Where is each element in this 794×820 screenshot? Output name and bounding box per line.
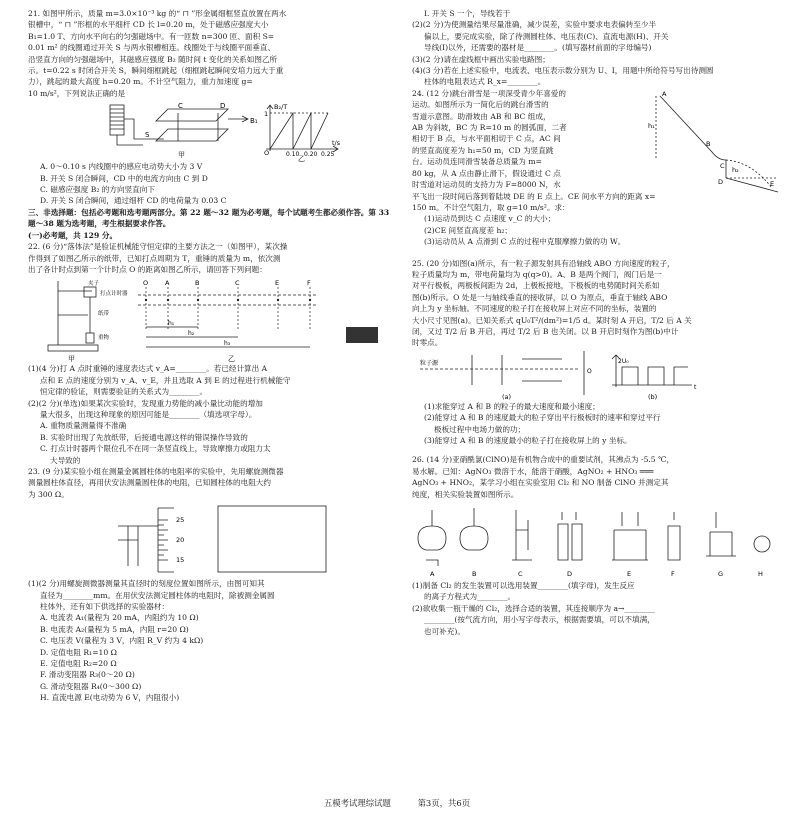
graph-y-one: 1 [264,110,269,119]
q23r-line: 导线(I)以外，还需要的器材是________。(填写器材前面的字母编号) [424,43,652,53]
question-24 [412,88,782,248]
fig-b-label: (b) [648,392,658,401]
label-B: B [472,570,477,579]
q23-item: E. 定值电阻 R₂=20 Ω [40,659,117,669]
q23-item: A. 电流表 A₁(量程为 20 mA，内阻约为 10 Ω) [40,613,199,623]
q22-line: 作得到了如图乙所示的纸带，已知打点周期为 T，重锤的质量为 m，依次测 [28,253,281,263]
q21-option-a: A. 0～0.10 s 内线圈中的感应电动势大小为 3 V [40,162,203,172]
question-25 [412,258,782,447]
graph-y-label: B₂/T [274,103,288,112]
h3-label: h₃ [224,340,231,348]
q21-line: 示。t=0.22 s 时闭合开关 S，瞬间细框跳起（细框跳起瞬间安培力远大于重 [28,66,284,76]
q21-diagram [28,99,398,164]
q26-sub: (2)欲收集一瓶干燥的 Cl₂，选择合适的装置，其连接顺序为 a→________ [412,603,655,613]
q23-sub1-line: 柱体外，还有如下供选择的实验器材： [40,602,170,611]
t-label: t [694,383,697,391]
q23-sub1-line: (1)(2 分)用螺旋测微器测量其直径时的刻度位置如图所示，由图可知其 [28,579,265,589]
particle-apparatus [412,349,782,401]
q26-line: 纯度，相关实验装置如图所示。 [412,489,519,499]
question-23-continued [412,8,782,88]
pt-a: A [165,279,170,288]
q21-line: 21. 如图甲所示，质量 m=3.0×10⁻³ kg 的“ ⊓ ”形金属细框竖直放置在两水 [28,9,287,18]
fig-a-label: (a) [502,392,512,401]
q26-line: AgNO₃ + HNO₂，某学习小组在实验室用 Cl₂ 和 NO 制备 ClNO 并测定其 [412,478,669,488]
h2-label: h₂ [188,330,195,338]
q25-line: 向上为 y 坐标轴。不同速度的粒子打在接收屏上对应不同的坐标，装置的 [412,304,657,314]
q22-sub1-line: 恒定律的验证，则需要验证的关系式为________。 [40,387,208,397]
q24-line: 相切于 B 点，与水平面相切于 C 点，AC 间 [412,134,561,144]
q26-figure [412,500,782,580]
q25-line: 25. (20 分)如图(a)所示，有一粒子源发射具有沿轴线 ABO 方向速度的粒子， [412,258,675,268]
q25-line: 对平行极板，两极板间距为 2d，上极板接地，下极板的电势随时间关系如 [412,281,660,291]
origin-o: O [587,367,592,375]
q25-figure [412,349,782,401]
label-A: A [430,570,435,579]
q24-line: 150 m。不计空气阻力，取 g=10 m/s²。求： [412,202,570,212]
q24-line: 平飞出一段时间后落到着陆坡 DE 的 E 点上。CE 间水平方向的距离 x= [412,191,656,201]
q24-line: 雪道示意图。助滑坡由 AB 和 BC 组成， [412,111,551,121]
u0-label: 2U₀ [618,357,629,365]
q23r-line: (2)(2 分)为使测量结果尽量准确，减少误差，实验中要求电表偏转至少半 [412,20,657,30]
q22-sub2-line: (2)(2 分)(单选)如果某次实验时，发现重力势能的减小量比动能的增加 [28,398,263,408]
q21-line: 银槽中，“ ⊓ ”形框的水平细杆 CD 长 l=0.20 m，处于磁感应强度大小 [28,20,269,30]
q24-sub: (3)运动员从 A 点滑到 C 点的过程中克服摩擦力做的功 W。 [424,237,626,247]
q22-sub1-line: 点和 E 点的速度分别为 v_A、v_E，并且选取 A 到 E 的过程进行机械能守 [40,375,291,385]
q21-line: 0.01 m² 的线圈通过开关 S 与两水银槽相连。线圈处于与线圈平面垂直、 [28,43,276,53]
source-label: 粒子源 [420,359,439,367]
paper-label: 纸带 [98,311,110,318]
q24-line: 台。运动员连同滑雪装备总质量为 m= [412,157,542,167]
q25-line: 图(b)所示。O 处是一与轴线垂直的接收屏，以 O 为原点，垂直于轴线 ABO [412,292,668,302]
q26-line: 26. (14 分)亚硝酰氯(ClNO)是有机物合成中的重要试剂，其沸点为 -5.5 ℃， [412,455,675,465]
q24-sub: (2)CE 间竖直高度差 h₂； [424,225,513,235]
q21-option-b: B. 开关 S 闭合瞬间，CD 中的电流方向由 C 到 D [40,173,208,183]
q23-item: H. 直流电源 E(电动势为 6 V，内阻很小) [40,693,180,703]
q26-line: 易水解。已知：AgNO₃ 微溶于水，能溶于硝酸，AgNO₂ + HNO₃ ═══ [412,466,654,476]
q21-figure [28,99,398,164]
q24-line: 运动。如图所示为一简化后的跳台滑雪的 [412,100,549,110]
graph-origin: O [264,149,270,158]
label-F: F [671,570,675,579]
q22-line: 22. (6 分)“落体法”是验证机械能守恒定律的主要方法之一（如图甲），某次操 [28,242,288,252]
label-G: G [718,570,724,579]
q25-line: 大小尺寸见图(a)。已知关系式 qU₀T²/(dm²)=1/5 d。某时刻 A 开启，T/2 后 A 关 [412,315,692,325]
pt-e: E [275,279,280,288]
apparatus-drawing [412,500,782,580]
q26-sub: 也可补充)。 [424,626,465,636]
q25-line: 闭，又过 T/2 后 B 开启，再过 T/2 后 B 也关闭。以 B 开启时刻作为图(b)中计 [412,326,679,336]
tick-20: 20 [176,536,185,545]
tape-dots [145,299,311,301]
q26-sub: ________(按气流方向，用小写字母表示，根据需要填，可以不填满， [424,615,655,625]
q24-line: 24. (12 分)跳台滑雪是一项深受青少年喜爱的 [412,88,566,98]
q23-item: G. 滑动变阻器 R₄(0～300 Ω) [40,681,142,691]
q24-line: AB 为斜坡，BC 为 R=10 m 的圆弧面，二者 [412,123,567,133]
pt-f: F [307,279,311,288]
q23-item: D. 定值电阻 R₁=10 Ω [40,647,117,657]
question-22 [28,241,398,466]
q26-sub: (1)制备 Cl₂ 的发生装置可以选用装置________(填字母)，发生反应 [412,581,635,591]
q21-line: 10 m/s²，下列说法正确的是 [28,88,126,98]
q25-sub: (1)求能穿过 A 和 B 的粒子的最大速度和最小速度； [424,401,600,411]
pt-C: C [720,161,725,170]
q23r-line: 偏以上，要完成实验，除了待测圆柱体、电压表(C)、直流电源(H)、开关 [424,31,669,41]
pt-b: B [195,279,200,288]
q22-option-c-cont: 大导致的 [50,455,81,465]
pt-D: D [718,177,724,186]
question-26 [412,454,782,637]
tape-drawing [138,287,318,347]
q24-line: 时雪道对运动员的支持力为 F=8000 N，水 [412,180,561,190]
tick-t3: 0.25 [321,151,335,159]
q23-line: 为 300 Ω。 [28,489,69,499]
label-D: D [567,570,573,579]
page-footer [0,798,794,809]
section-3-sub: (一)必考题，共 129 分。 [28,230,118,240]
footer-page: 第3页，共6页 [417,798,471,808]
stand-drawing [48,281,98,351]
b2-graph [266,105,338,152]
timer-label: 打点计时器 [100,291,128,298]
q25-line: 时零点。 [412,338,443,348]
q22-diagram [28,275,398,363]
q22-option-a: A. 重物质量测量得不准确 [40,421,127,431]
pt-c: C [235,279,240,288]
graph-t-label: t/s [332,139,341,148]
q23-sub1-line: 直径为________mm。在用伏安法测定圆柱体的电阻时，除被测金属圆 [40,590,275,600]
h2-label: h₂ [732,165,739,174]
left-column [28,8,398,704]
tape-roll-picture [346,327,378,343]
h1-label: h₁ [168,320,175,328]
question-21 [28,8,398,207]
q22-sub2-line: 量大很多，出现这种现象的原因可能是________（填选项字母）。 [40,409,257,419]
fig-yi-label: 乙 [228,355,235,364]
q26-sub: 的离子方程式为________。 [424,592,516,602]
label-C: C [518,570,523,579]
q25-sub: (2)能穿过 A 和 B 的速度最大的粒子穿出平行极板时的速率和穿过平行 [424,413,661,423]
pt-E: E [770,179,775,188]
q22-option-c: C. 打点计时器两个限位孔不在同一条竖直线上，导致摩擦力或阻力太 [40,444,271,454]
q21-option-c: C. 磁感应强度 B₂ 的方向竖直向下 [40,185,155,195]
q22-option-b: B. 实验时出现了先放纸带，后接通电源这样的错误操作导致的 [40,432,248,442]
q23r-line: (3)(2 分)请在虚线框中画出实验电路图； [412,54,550,64]
tick-15: 15 [176,556,185,565]
footer-title: 五模考试理综试题 [323,798,391,808]
ski-jump-diagram [648,88,782,192]
coil-drawing [110,105,164,145]
tick-25: 25 [176,516,185,525]
q25-sub: 极板过程中电场力做的功； [434,424,526,434]
h1-label: h₁ [648,121,655,130]
pt-A: A [662,89,667,98]
q21-line: 沿竖直方向的匀强磁场中，其磁感应强度 B₂ 随时间 t 变化的关系如图乙所 [28,54,278,64]
q23-item: C. 电压表 V(量程为 3 V，内阻 R_V 约为 4 kΩ) [40,636,204,646]
pt-o: O [143,279,149,288]
fig-jia-label: 甲 [178,151,185,160]
weight-label: 重物 [98,335,110,342]
q22-sub1-line: (1)(4 分)打 A 点时重锤的速度表达式 v_A=________。若已经计算出 A [28,364,268,374]
frame-drawing [156,109,248,141]
switch-label: S [145,131,150,140]
label-d: D [220,102,226,111]
q23r-line: 柱体的电阻表达式 R_x=________。 [424,77,546,87]
q23-item: F. 滑动变阻器 R₃(0～20 Ω) [40,670,135,680]
tick-t1: 0.10 [286,151,300,159]
label-b1: B₁ [250,117,258,126]
right-column [412,8,782,637]
q23-line: 23. (9 分)某实验小组在测量金属圆柱体的电阻率的实验中，先用螺旋测微器 [28,466,284,476]
label-E: E [627,570,632,579]
q21-line: 力），跳起的最大高度 h=0.20 m。不计空气阻力，重力加速度 g= [28,77,253,87]
label-c: C [178,102,183,111]
fig-jia-label: 甲 [68,355,75,364]
label-H: H [758,570,763,579]
q24-line: 80 kg，从 A 点由静止滑下，假设通过 C 点 [412,168,561,178]
clip-label: 夹子 [88,281,100,288]
q23-line: 测量圆柱体直径，再用伏安法测量圆柱体的电阻，已知圆柱体的电阻大约 [28,478,271,488]
q25-line: 粒子质量均为 m，带电荷量均为 q(q>0)。A、B 是两个阀门，阀门后是一 [412,269,662,279]
q21-line: B₁=1.0 T、方向水平向右的匀强磁场中。有一匝数 n=300 匝、面积 S= [28,31,275,41]
dashed-answer-box [218,506,326,572]
question-23 [28,466,398,704]
q25-sub: (3)能穿过 A 和 B 的速度最小的粒子打在接收屏上的 y 坐标。 [424,436,632,445]
micrometer-drawing [28,500,398,578]
q22-line: 出了各计时点到第一个计时点 O 的距离如图乙所示，请回答下列问题： [28,264,267,274]
q23r-line: (4)(3 分)若在上述实验中，电流表、电压表示数分别为 U、I，用题中所给符号写出待测圆 [412,66,714,76]
section-3-title: 三、非选择题：包括必考题和选考题两部分。第 22 题～32 题为必考题，每个试题考生都必须作答。第 33 题～38 题为选考题，考生根据要求作答。 [28,207,390,229]
q23-figure [28,500,398,578]
fig-yi-label: 乙 [298,155,305,164]
q23r-line: I. 开关 S 一个，导线若干 [424,9,511,18]
q21-option-d: D. 开关 S 闭合瞬间，通过细杆 CD 的电荷量为 0.03 C [40,196,227,206]
q23-item: B. 电流表 A₂(量程为 5 mA，内阻 r=20 Ω) [40,624,189,634]
tick-t2: 0.20 [304,151,318,159]
pt-B: B [706,139,711,148]
q24-sub: (1)运动员到达 C 点速度 v_C 的大小； [424,214,556,224]
q22-figure [28,275,398,363]
q24-line: 的竖直高度差为 h₁=50 m，CD 为竖直跳 [412,145,554,155]
